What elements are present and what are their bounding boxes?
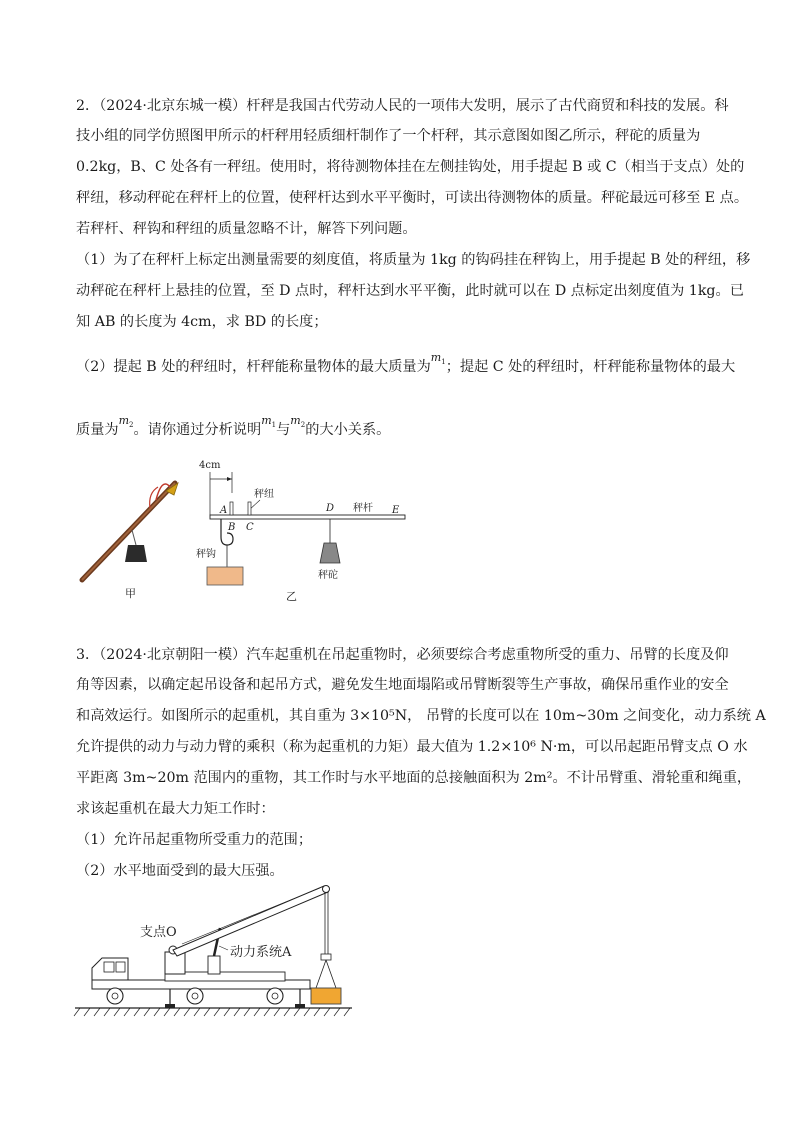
m2-letter: m	[118, 414, 130, 427]
label-power-system-a: 动力系统A	[230, 945, 292, 960]
q2-part1-line-3: 知 AB 的长度为 4cm，求 BD 的长度；	[76, 314, 328, 330]
wheel-1-hub	[112, 993, 118, 999]
m2-subscript: 2	[129, 421, 134, 430]
q3-line-6: 求该起重机在最大力矩工作时：	[76, 801, 275, 817]
wheel-2-hub	[192, 993, 198, 999]
m1-subscript: 1	[441, 358, 446, 367]
q2-line-4: 秤纽，移动秤砣在秤杆上的位置，使秤杆达到水平平衡时，可读出待测物体的质量。秤砣最远可移至 E 点。	[76, 190, 749, 206]
q3-part1: （1）允许吊起重物所受重力的范围；	[76, 832, 313, 848]
q2-line-1: 2．（2024·北京东城一模）杆秤是我国古代劳动人民的一项伟大发明，展示了古代商贸和科技的发展。科	[76, 98, 729, 114]
q2-line-5: 若秤杆、秤钩和秤纽的质量忽略不计，解答下列问题。	[76, 221, 417, 237]
rod-chenggan	[210, 515, 405, 519]
hook-object-block	[207, 567, 243, 585]
m2-symbol	[118, 414, 134, 430]
label-c: C	[246, 522, 254, 533]
m2-letter-2: m	[290, 414, 301, 427]
label-4cm: 4cm	[199, 460, 221, 471]
q2-part1-line-2: 动秤砣在秤杆上悬挂的位置，至 D 点时，秤杆达到水平平衡，此时就可以在 D 点标定出刻度值为 1kg。已	[76, 283, 744, 299]
wheel-3-hub	[272, 993, 278, 999]
q2-part2-text-a: （2）提起 B 处的秤纽时，杆秤能称量物体的最大质量为	[76, 359, 431, 375]
m1-symbol-2	[261, 414, 277, 430]
q3-line-2: 角等因素，以确定起吊设备和起吊方式，避免发生地面塌陷或吊臂断裂等生产事故，确保吊重作业的安全	[76, 677, 729, 693]
figure-jia-steelyard-photo	[70, 465, 200, 610]
dim-arrowhead	[227, 477, 232, 481]
q2-part2-text-b: ；提起 C 处的秤纽时，杆秤能称量物体的最大	[445, 359, 736, 375]
string-b	[230, 502, 233, 515]
hook-block	[321, 954, 331, 960]
figure-yi-schematic	[190, 455, 420, 605]
label-a: A	[220, 505, 228, 516]
q2-part2-line-2	[76, 414, 391, 445]
boom-tip-pulley	[323, 886, 330, 893]
power-system-base	[208, 956, 220, 974]
fig-yi-caption: 乙	[286, 590, 297, 603]
weight-string	[132, 530, 136, 545]
label-e: E	[392, 505, 400, 516]
fig-jia-caption: 甲	[125, 587, 136, 600]
sling-ropes	[316, 960, 336, 988]
q3-line-5: 平距离 3m~20m 范围内的重物，其工作时与水平地面的总接触面积为 2m²。不计吊臂重、滑轮重和绳重，	[76, 770, 752, 786]
figure-crane	[70, 880, 370, 1020]
label-b: B	[228, 522, 236, 533]
label-chenggou: 秤钩	[196, 549, 216, 560]
q2-part2-text-e: 与	[276, 422, 291, 438]
m2-symbol-2	[290, 414, 306, 430]
outrigger-pad-front	[165, 1004, 175, 1008]
m2-subscript-2: 2	[300, 421, 306, 430]
q2-part1-line-1: （1）为了在秤杆上标定出测量需要的刻度值，将质量为 1kg 的钩码挂在秤钩上，用手提起 B 处的秤纽，移	[76, 252, 751, 268]
cab-window-1	[104, 962, 114, 972]
m1-letter: m	[430, 351, 442, 364]
q2-part2-line-1	[76, 351, 736, 382]
q2-part2-text-d: 。请你通过分析说明	[133, 422, 262, 438]
ground-hatching	[74, 1008, 350, 1016]
crane-turret	[165, 952, 185, 974]
boom-inner-line	[182, 888, 320, 944]
label-chengniu: 秤纽	[254, 489, 274, 500]
q2-part2-text-f: 的大小关系。	[305, 422, 391, 438]
q2-line-2: 技小组的同学仿照图甲所示的杆秤用轻质细杆制作了一个杆秤，其示意图如图乙所示，秤砣的质量为	[76, 128, 701, 144]
q2-part2-text-c: 质量为	[76, 422, 119, 438]
power-label-leader	[219, 946, 228, 950]
label-chengtuo: 秤砣	[318, 570, 338, 581]
steelyard-rod-highlight	[82, 483, 175, 580]
label-d: D	[326, 503, 335, 514]
steelyard-weight	[125, 545, 147, 562]
string-c	[248, 502, 251, 515]
label-chenggan: 秤杆	[353, 503, 373, 514]
label-pivot-o: 支点O	[140, 925, 177, 940]
cab-window-2	[116, 962, 125, 972]
m1-subscript-2: 1	[271, 421, 277, 430]
q3-line-3: 和高效运行。如图所示的起重机，其自重为 3×10⁵N， 吊臂的长度可以在 10m~30m 之间变化，动力系统 A	[76, 708, 766, 724]
q3-line-4: 允许提供的动力与动力臂的乘积（称为起重机的力矩）最大值为 1.2×10⁶ N·m，可以吊起距吊臂支点 O 水	[76, 739, 748, 755]
counterweight-chengtuo	[320, 543, 340, 563]
m1-letter-2: m	[261, 414, 272, 427]
load-cargo	[311, 988, 341, 1004]
q3-line-1: 3．（2024·北京朝阳一模）汽车起重机在吊起重物时，必须要综合考虑重物所受的重力、吊臂的长度及仰	[76, 647, 729, 663]
q3-part2: （2）水平地面受到的最大压强。	[76, 863, 284, 879]
m1-symbol	[430, 351, 446, 367]
q2-line-3: 0.2kg，B、C 处各有一秤纽。使用时，将待测物体挂在左侧挂钩处，用手提起 B 或 C（相当于支点）处的	[76, 159, 745, 175]
outrigger-pad-rear	[295, 1004, 305, 1008]
